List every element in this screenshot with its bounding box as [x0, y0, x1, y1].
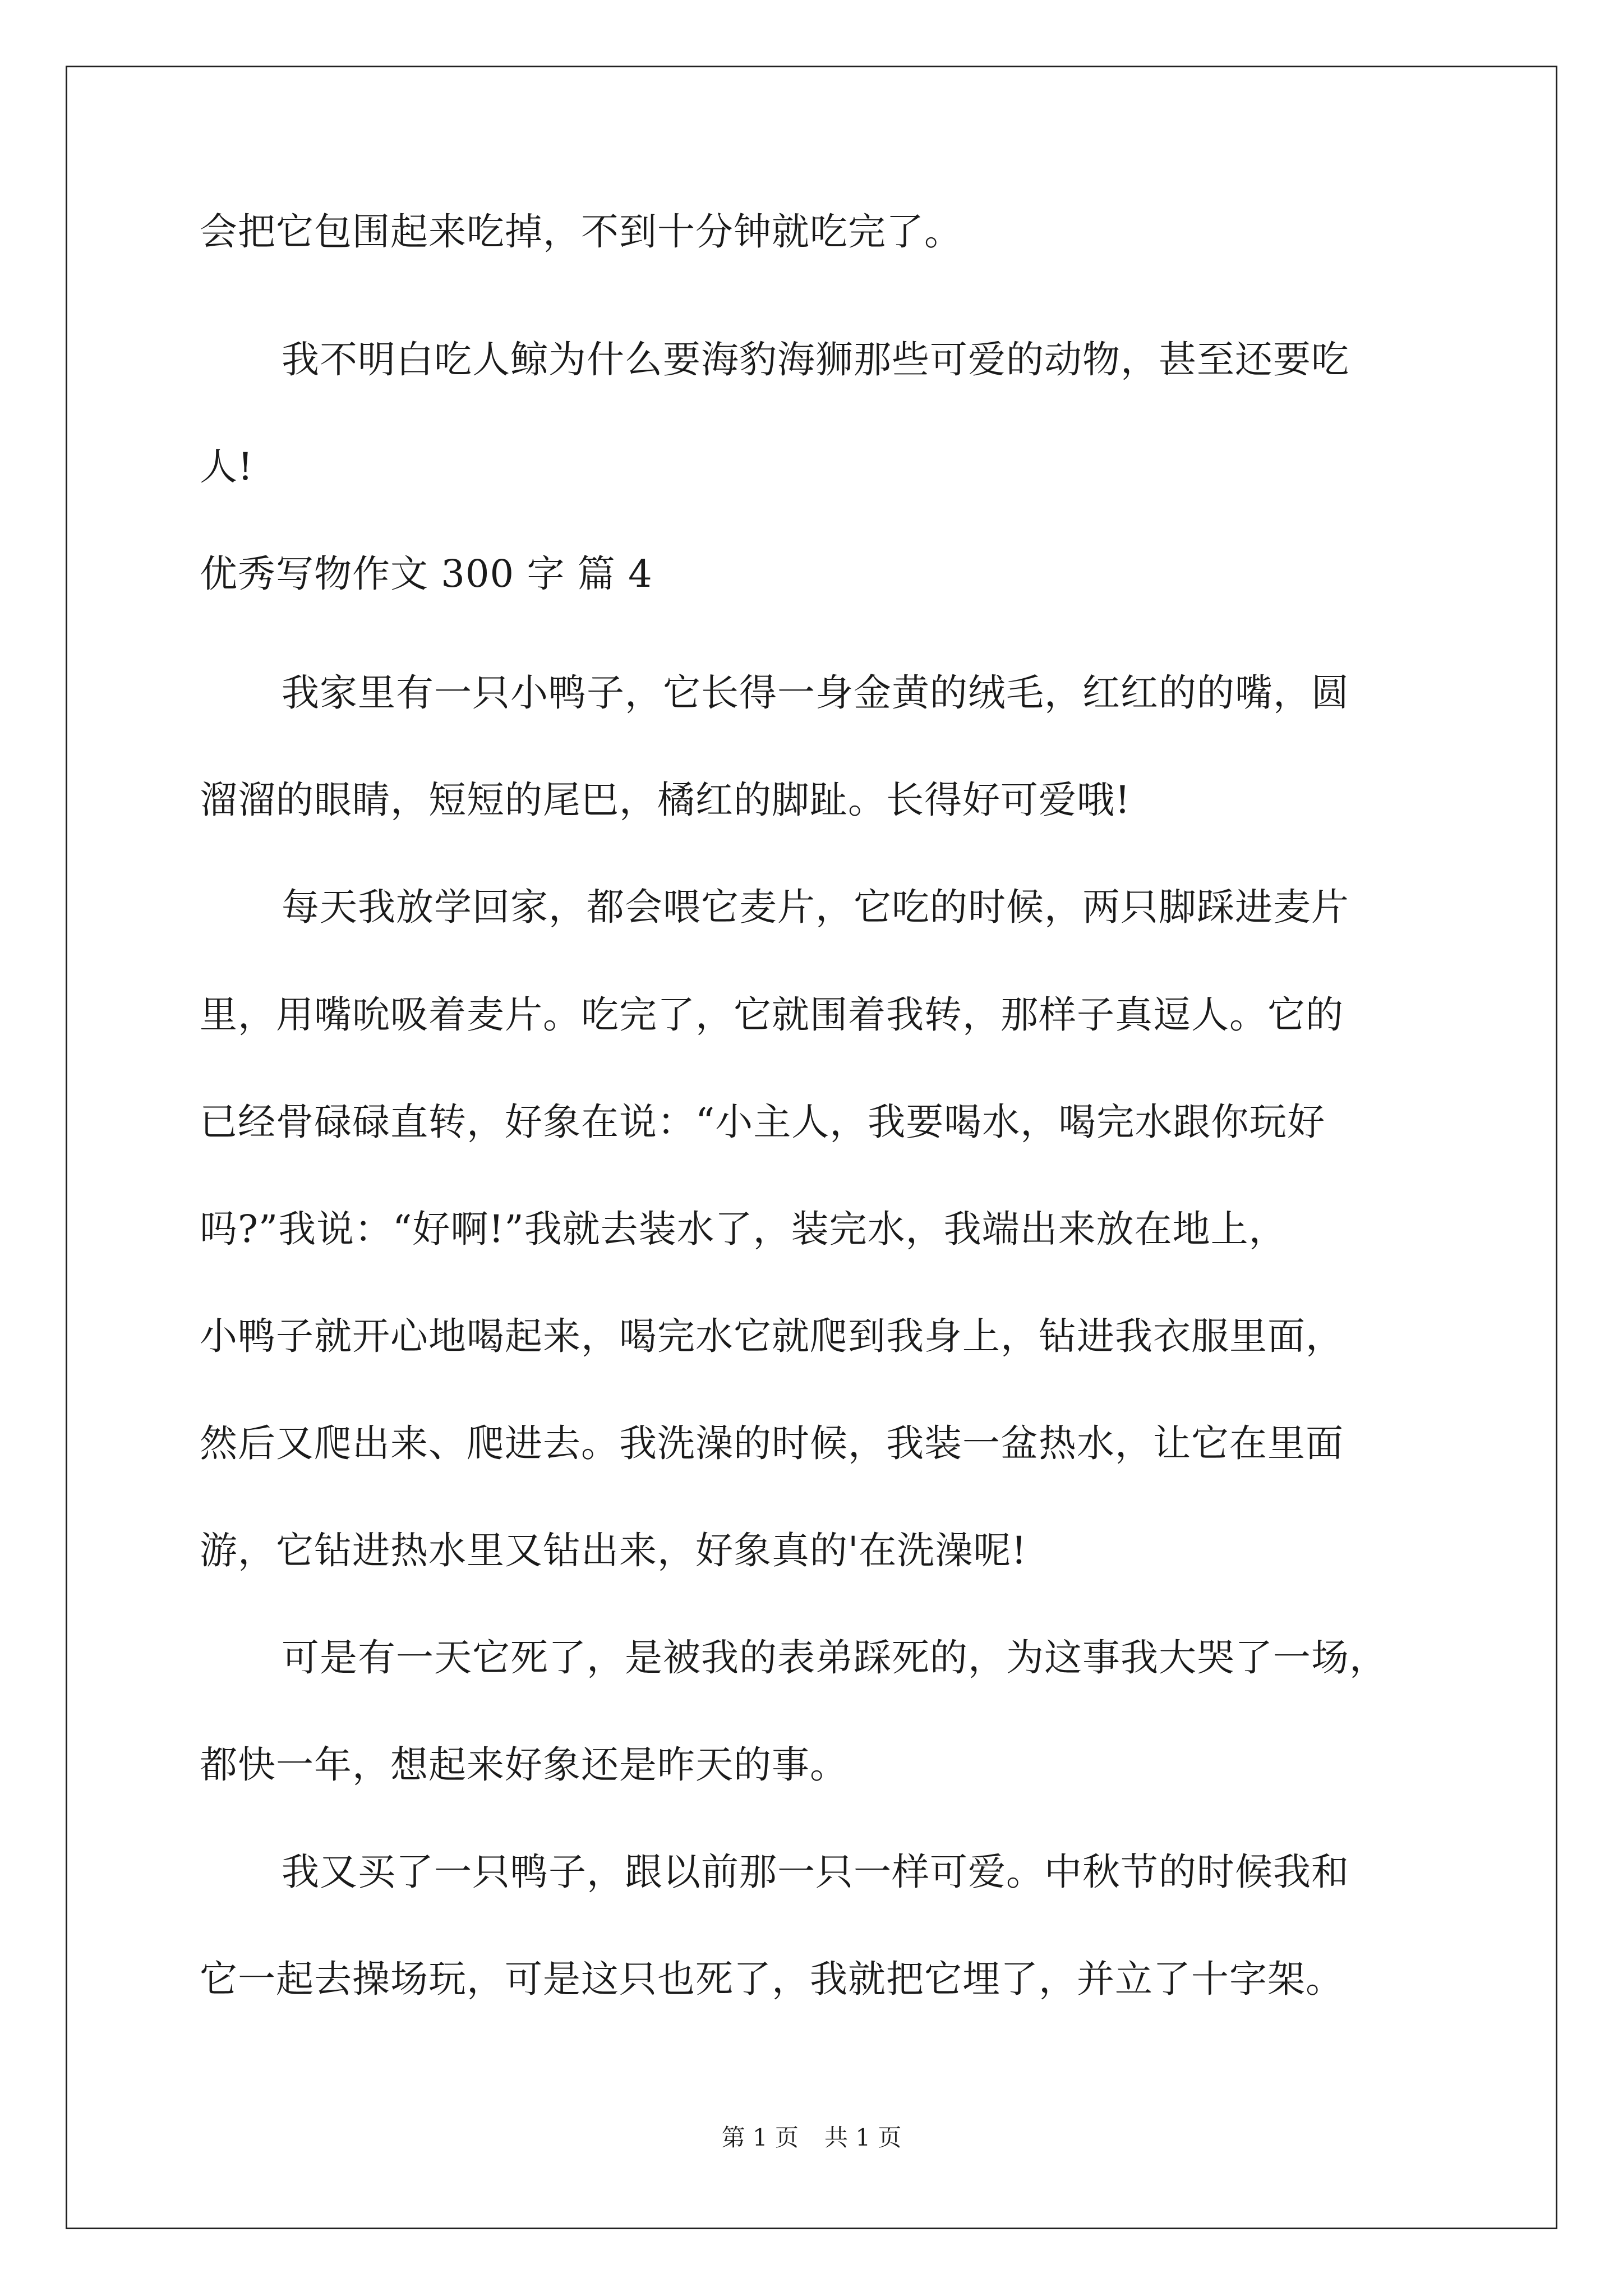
- paragraph-line: 已经骨碌碌直转，好象在说：“小主人，我要喝水，喝完水跟你玩好: [200, 1100, 1326, 1144]
- paragraph-line: 可是有一天它死了，是被我的表弟踩死的，为这事我大哭了一场，: [282, 1636, 1387, 1680]
- paragraph-line: 我家里有一只小鸭子，它长得一身金黄的绒毛，红红的的嘴，圆: [282, 671, 1349, 715]
- paragraph-line: 它一起去操场玩，可是这只也死了，我就把它埋了，并立了十字架。: [200, 1957, 1344, 2001]
- paragraph-line: 游，它钻进热水里又钻出来，好象真的'在洗澡呢!: [200, 1529, 1027, 1572]
- page-border: [66, 66, 1557, 2229]
- paragraph-line: 我不明白吃人鲸为什么要海豹海狮那些可爱的动物，甚至还要吃: [282, 338, 1349, 381]
- paragraph-line: 会把它包围起来吃掉，不到十分钟就吃完了。: [200, 210, 962, 254]
- paragraph-line: 吗?”我说：“好啊!”我就去装水了，装完水，我端出来放在地上，: [200, 1207, 1287, 1251]
- paragraph-line: 小鸭子就开心地喝起来，喝完水它就爬到我身上，钻进我衣服里面，: [200, 1314, 1344, 1358]
- paragraph-line: 都快一年，想起来好象还是昨天的事。: [200, 1743, 848, 1787]
- page-number: 第 1 页: [721, 2124, 799, 2151]
- paragraph-line: 溜溜的眼睛，短短的尾巴，橘红的脚趾。长得好可爱哦!: [200, 778, 1131, 822]
- page-total: 共 1 页: [824, 2124, 902, 2151]
- paragraph-line: 然后又爬出来、爬进去。我洗澡的时候，我装一盆热水，让它在里面: [200, 1421, 1344, 1465]
- paragraph-line: 人!: [200, 445, 253, 489]
- paragraph-line: 里，用嘴吮吸着麦片。吃完了，它就围着我转，那样子真逗人。它的: [200, 993, 1344, 1037]
- section-title: 优秀写物作文 300 字 篇 4: [200, 552, 653, 596]
- page-footer: [0, 2126, 1623, 2150]
- paragraph-line: 我又买了一只鸭子，跟以前那一只一样可爱。中秋节的时候我和: [282, 1850, 1349, 1894]
- paragraph-line: 每天我放学回家，都会喂它麦片，它吃的时候，两只脚踩进麦片: [282, 885, 1349, 929]
